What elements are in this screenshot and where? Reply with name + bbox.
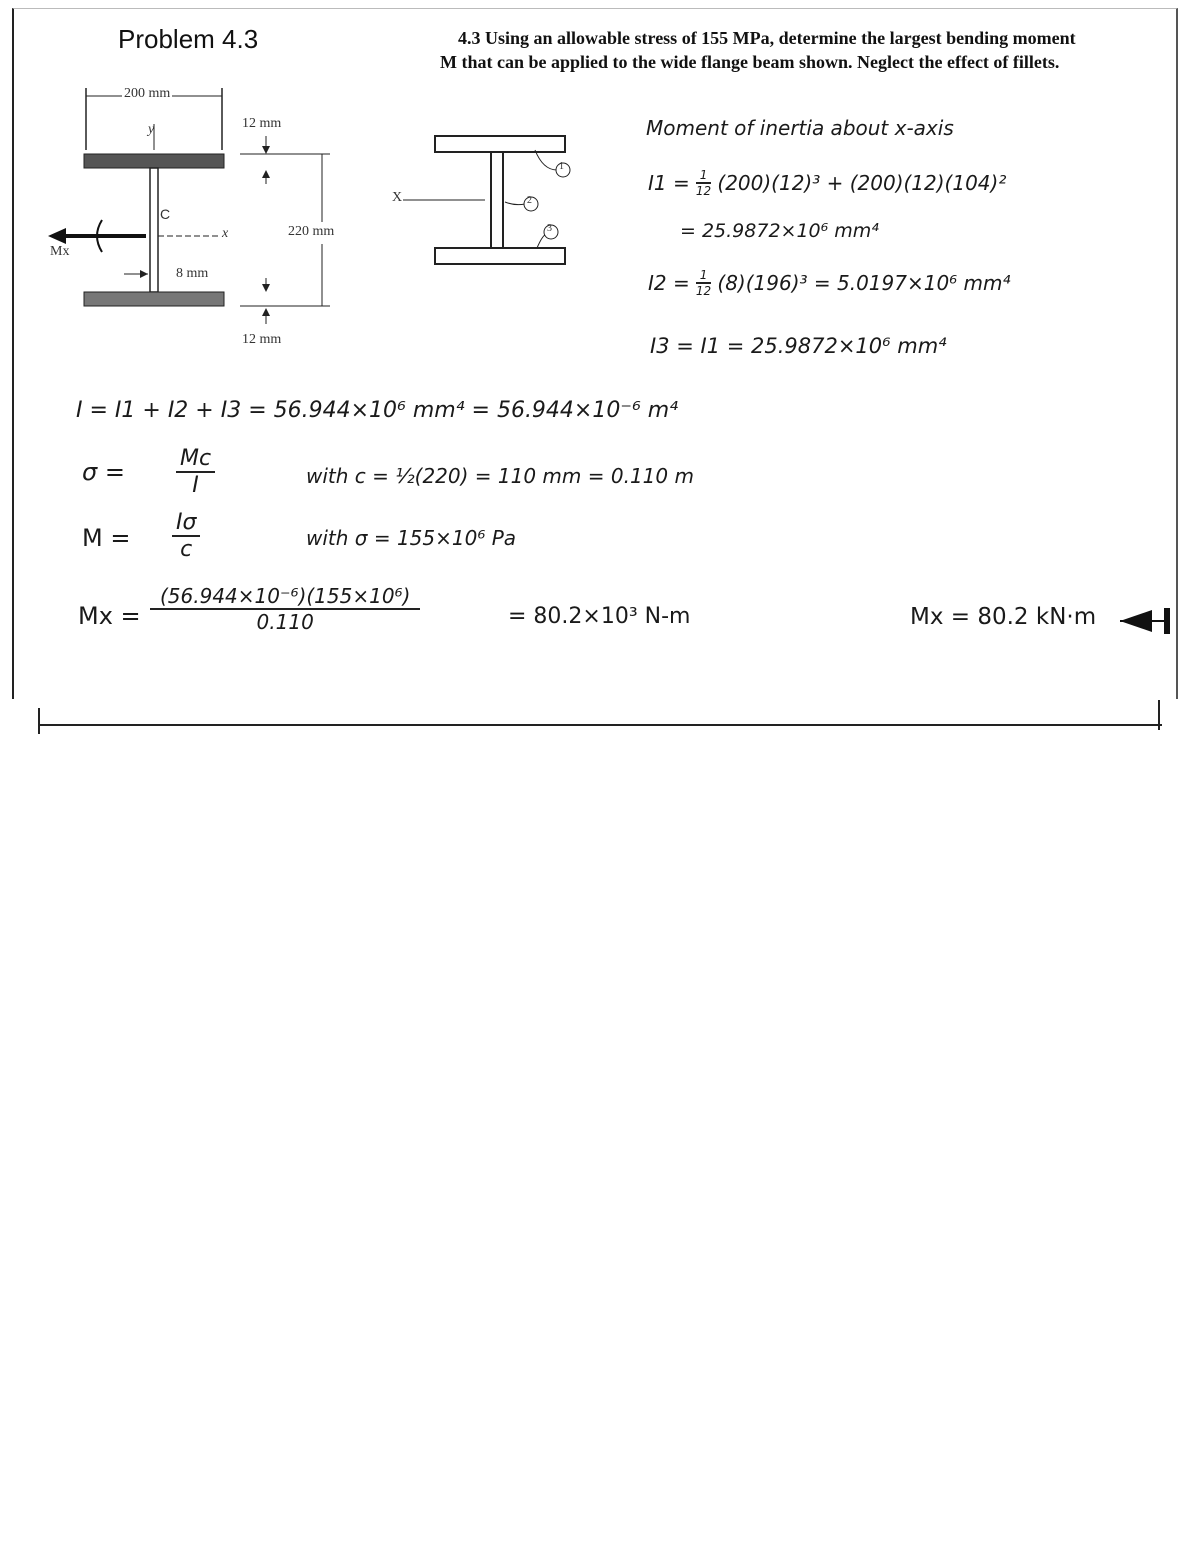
bottom-border — [38, 724, 1162, 726]
dim-width-label: 200 mm — [124, 86, 171, 101]
sketch-x-label: X — [392, 190, 403, 205]
statement-line-2: M that can be applied to the wide flange beam shown. Neglect the effect of fillets. — [440, 52, 1060, 72]
problem-statement — [440, 26, 1076, 74]
sigma-with: with c = ½(220) = 110 mm = 0.110 m — [306, 464, 694, 488]
i2-formula: (8)(196)³ = 5.0197×10⁶ mm⁴ — [717, 271, 1011, 295]
i1-fraction: $\frac{1}{12}$ — [695, 168, 712, 198]
bottom-flange — [84, 292, 224, 306]
problem-title: Problem 4.3 — [118, 24, 259, 54]
m-with: with σ = 155×10⁶ Pa — [306, 526, 517, 550]
i2-equation — [648, 268, 1011, 298]
mx-numerator: (56.944×10⁻⁶)(155×10⁶) — [150, 584, 420, 610]
m-denominator: c — [180, 537, 193, 562]
final-answer: Mx = 80.2 kN·m — [910, 604, 1097, 630]
sigma-denominator: I — [192, 473, 199, 498]
i1-value: = 25.9872×10⁶ mm⁴ — [680, 220, 879, 242]
part-3-label: 3 — [547, 223, 552, 234]
sigma-lhs: σ = — [82, 458, 125, 486]
answer-arrow-icon — [1118, 608, 1172, 634]
m-lhs: M = — [82, 524, 131, 552]
top-flange — [84, 154, 224, 168]
dim-height-label: 220 mm — [288, 224, 335, 239]
beam-figure — [40, 80, 360, 360]
m-fraction — [172, 510, 200, 562]
i1-formula: (200)(12)³ + (200)(12)(104)² — [717, 171, 1007, 195]
part-2-label: 2 — [527, 195, 532, 206]
decomposition-sketch — [385, 128, 585, 272]
total-inertia-line: I = I1 + I2 + I3 = 56.944×10⁶ mm⁴ = 56.944×10⁻⁶ m⁴ — [76, 398, 679, 423]
x-axis-label: x — [222, 226, 229, 241]
mx-denominator: 0.110 — [256, 610, 314, 634]
dim-web-label: 8 mm — [176, 266, 209, 281]
m-numerator: Iσ — [172, 510, 200, 537]
bottom-tick-left — [38, 708, 40, 734]
i1-equation — [648, 168, 1006, 198]
solution-heading: Moment of inertia about x-axis — [646, 116, 954, 140]
web — [150, 168, 158, 292]
sigma-fraction — [176, 446, 215, 498]
i1-label: I1 = — [648, 171, 690, 195]
bottom-tick-right — [1158, 700, 1160, 730]
sigma-numerator: Mc — [176, 446, 215, 473]
y-axis-label: y — [148, 122, 155, 137]
moment-label: Mx — [50, 244, 70, 259]
i3-line: I3 = I1 = 25.9872×10⁶ mm⁴ — [650, 334, 947, 358]
mx-fraction — [150, 584, 420, 634]
dim-flange-top-label: 12 mm — [242, 116, 282, 131]
dim-flange-bottom-label: 12 mm — [242, 332, 282, 347]
centroid-label: C — [160, 206, 171, 222]
i2-fraction: $\frac{1}{12}$ — [695, 268, 712, 298]
mx-result: = 80.2×10³ N-m — [508, 604, 691, 629]
part-1-label: 1 — [559, 161, 564, 172]
i2-label: I2 = — [648, 271, 690, 295]
mx-lhs: Mx = — [78, 602, 141, 630]
statement-line-1: 4.3 Using an allowable stress of 155 MPa, determine the largest bending moment — [458, 28, 1076, 48]
